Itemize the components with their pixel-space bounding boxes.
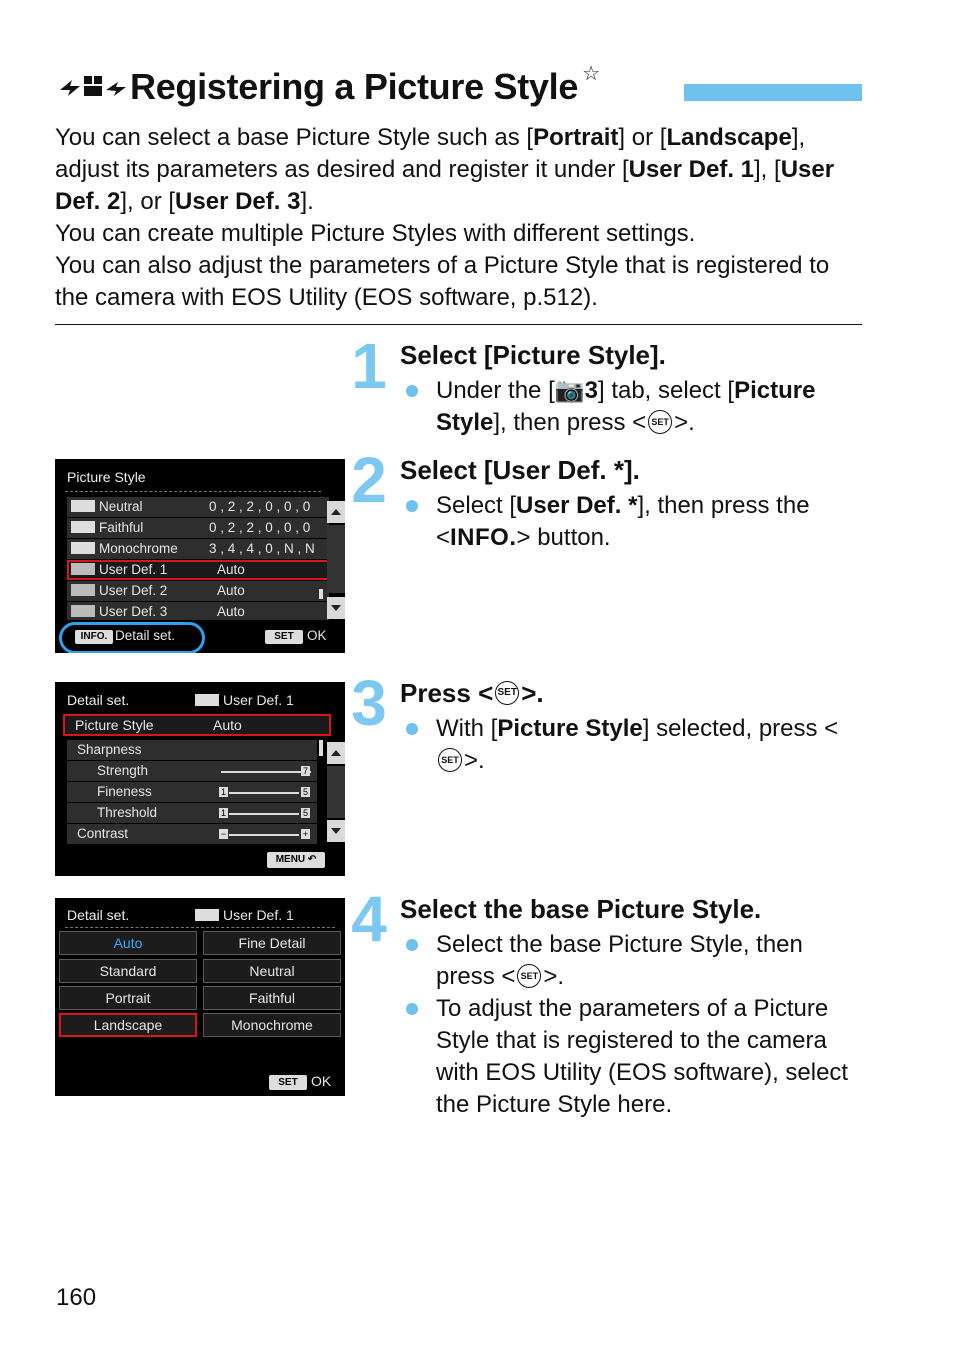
style-option[interactable]: Fine Detail — [203, 931, 341, 955]
style-icon — [71, 605, 95, 617]
scroll-thumb — [319, 589, 323, 599]
bullet-icon — [406, 500, 418, 512]
info-button-icon: INFO. — [450, 524, 517, 551]
title-accent-bar — [684, 84, 862, 101]
camera-screen-detail-set — [55, 682, 345, 876]
screen-title: Picture Style — [67, 469, 146, 485]
scroll-up-icon[interactable] — [327, 501, 345, 523]
step-bullets — [400, 375, 860, 439]
page-title-row — [56, 62, 600, 112]
page-title: Registering a Picture Style — [130, 66, 579, 107]
bullet-item: Select [User Def. *], then press the <INFO.> button. — [400, 490, 860, 554]
set-button-icon[interactable]: SET — [269, 1075, 307, 1090]
menu-back-button[interactable]: MENU ↶ — [267, 852, 325, 868]
style-icon — [71, 521, 95, 533]
step-heading: Select [Picture Style]. — [400, 340, 666, 370]
param-row[interactable]: Fineness 1 5 — [67, 782, 317, 802]
step-bullets — [400, 713, 860, 777]
intro-paragraph-2: You can create multiple Picture Styles with different settings. — [55, 220, 696, 247]
style-option[interactable]: Portrait — [59, 986, 197, 1010]
intro-paragraph-3: You can also adjust the parameters of a Picture Style that is registered to the camera with EOS Utility (EOS software, p.512). — [55, 252, 830, 311]
style-option-selected[interactable]: Landscape — [59, 1013, 197, 1037]
param-row[interactable]: Threshold 1 5 — [67, 803, 317, 823]
bullet-icon — [406, 723, 418, 735]
slider-track — [229, 834, 299, 836]
step-heading: Select the base Picture Style. — [400, 894, 762, 924]
step-number: 1 — [351, 330, 387, 402]
camera-screen-base-style — [55, 898, 345, 1096]
user-def-icon — [195, 694, 219, 706]
bullet-icon — [406, 1003, 418, 1015]
param-row[interactable]: Strength 7 — [67, 761, 317, 781]
divider — [65, 491, 321, 493]
divider — [55, 324, 862, 325]
intro-text — [55, 122, 865, 314]
camera-screen-picture-style — [55, 459, 345, 653]
set-button-icon: SET — [438, 748, 462, 772]
scrollbar[interactable] — [327, 525, 345, 593]
scrollbar[interactable] — [327, 766, 345, 818]
set-button-icon: SET — [495, 681, 519, 705]
style-icon — [71, 542, 95, 554]
scroll-down-icon[interactable] — [327, 820, 345, 842]
screen-title: Detail set. — [67, 692, 130, 708]
bullet-icon — [406, 939, 418, 951]
slider-track — [221, 771, 311, 773]
set-button-icon: SET — [648, 410, 672, 434]
scroll-down-icon[interactable] — [327, 597, 345, 619]
user-def-icon — [195, 909, 219, 921]
bullet-item: With [Picture Style] selected, press <SET >. — [400, 713, 860, 777]
style-option[interactable]: Faithful — [203, 986, 341, 1010]
slider-track — [229, 792, 299, 794]
ok-label: OK — [307, 628, 327, 643]
set-button-icon[interactable]: SET — [265, 630, 303, 644]
user-def-label: User Def. 1 — [223, 907, 294, 923]
slider-track — [229, 813, 299, 815]
bullet-icon — [406, 385, 418, 397]
step-heading: Press < SET >. — [400, 678, 544, 708]
list-item[interactable]: User Def. 3 Auto — [67, 602, 329, 620]
bullet-item: Under the [📷3] tab, select [Picture Style], then press < SET >. — [400, 375, 860, 439]
style-option[interactable]: Neutral — [203, 959, 341, 983]
step-number: 3 — [351, 667, 387, 739]
screen-title: Detail set. — [67, 907, 130, 923]
style-icon — [71, 563, 95, 575]
intro-paragraph-1: You can select a base Picture Style such as [Portrait] or [Landscape], adjust its parameters as desired and register it under [User Def. 1], [User Def. 2], or [User Def. 3]. — [55, 124, 835, 215]
advanced-star-icon: ☆ — [582, 62, 600, 85]
style-option[interactable]: Monochrome — [203, 1013, 341, 1037]
step-number: 4 — [351, 883, 387, 955]
user-def-label: User Def. 1 — [223, 692, 294, 708]
list-item[interactable]: Faithful 0 , 2 , 2 , 0 , 0 , 0 — [67, 518, 329, 538]
picture-style-icon — [56, 72, 130, 102]
list-item-selected[interactable]: User Def. 1 Auto — [67, 560, 329, 580]
style-icon — [71, 500, 95, 512]
page-number: 160 — [56, 1284, 97, 1311]
param-row[interactable]: Sharpness — [67, 740, 317, 760]
ok-label: OK — [311, 1073, 332, 1089]
scroll-up-icon[interactable] — [327, 742, 345, 764]
step-bullets — [400, 929, 860, 1121]
picture-style-row[interactable]: Picture Style Auto — [63, 714, 331, 736]
list-item[interactable]: User Def. 2 Auto — [67, 581, 329, 601]
bullet-item: To adjust the parameters of a Picture Style that is registered to the camera with EOS Utility (EOS software), select the Picture Style here. — [400, 993, 860, 1121]
list-item[interactable]: Neutral 0 , 2 , 2 , 0 , 0 , 0 — [67, 497, 329, 517]
param-row[interactable]: Contrast − + — [67, 824, 317, 844]
style-option[interactable]: Standard — [59, 959, 197, 983]
info-button-label: Detail set. — [115, 628, 176, 643]
style-icon — [71, 584, 95, 596]
list-item[interactable]: Monochrome 3 , 4 , 4 , 0 , N , N — [67, 539, 329, 559]
style-option[interactable]: Auto — [59, 931, 197, 955]
bullet-item: Select the base Picture Style, then press < SET >. — [400, 929, 860, 993]
divider — [65, 927, 335, 929]
info-button-icon[interactable]: INFO. — [75, 630, 113, 644]
step-number: 2 — [351, 444, 387, 516]
step-heading: Select [User Def. *]. — [400, 455, 640, 485]
set-button-icon: SET — [517, 964, 541, 988]
scroll-thumb — [319, 740, 323, 756]
step-bullets — [400, 490, 860, 554]
